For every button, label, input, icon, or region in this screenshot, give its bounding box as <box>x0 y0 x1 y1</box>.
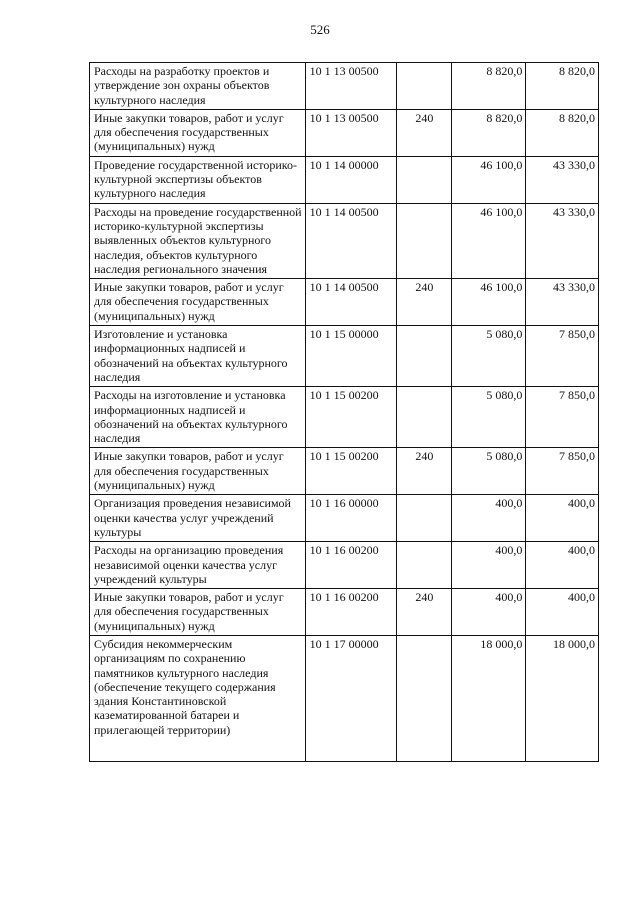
row-code: 10 1 16 00200 <box>305 542 396 589</box>
table-row <box>90 542 599 589</box>
row-name: Субсидия некоммерческим организациям по сохранению памятников культурного наследия (обеспечение текущего содержания здания Константиновской казематированной батареи и прилегающей территории) <box>90 635 306 761</box>
row-amount-2: 43 330,0 <box>526 279 599 326</box>
page-number: 526 <box>310 22 330 37</box>
table-row <box>90 203 599 278</box>
row-code: 10 1 15 00000 <box>305 326 396 387</box>
row-expense-type: 240 <box>396 279 451 326</box>
row-expense-type <box>396 203 451 278</box>
row-code: 10 1 15 00200 <box>305 387 396 448</box>
row-name: Расходы на организацию проведения независимой оценки качества услуг учреждений культуры <box>90 542 306 589</box>
row-name: Иные закупки товаров, работ и услуг для обеспечения государственных (муниципальных) нужд <box>90 448 306 495</box>
row-amount-2: 7 850,0 <box>526 387 599 448</box>
table-row <box>90 279 599 326</box>
row-name: Организация проведения независимой оценки качества услуг учреждений культуры <box>90 495 306 542</box>
row-name: Иные закупки товаров, работ и услуг для обеспечения государственных (муниципальных) нужд <box>90 589 306 636</box>
row-amount-1: 400,0 <box>451 495 526 542</box>
table-row <box>90 63 599 110</box>
row-amount-1: 400,0 <box>451 542 526 589</box>
row-amount-1: 8 820,0 <box>451 109 526 156</box>
row-amount-2: 7 850,0 <box>526 448 599 495</box>
table-row <box>90 448 599 495</box>
row-code: 10 1 13 00500 <box>305 109 396 156</box>
row-code: 10 1 14 00500 <box>305 203 396 278</box>
row-amount-2: 8 820,0 <box>526 63 599 110</box>
row-amount-2: 43 330,0 <box>526 156 599 203</box>
row-expense-type <box>396 495 451 542</box>
row-expense-type: 240 <box>396 109 451 156</box>
row-expense-type <box>396 542 451 589</box>
row-expense-type <box>396 635 451 761</box>
row-name: Расходы на разработку проектов и утверждение зон охраны объектов культурного наследия <box>90 63 306 110</box>
row-name: Иные закупки товаров, работ и услуг для обеспечения государственных (муниципальных) нужд <box>90 109 306 156</box>
row-amount-1: 46 100,0 <box>451 156 526 203</box>
table-row <box>90 156 599 203</box>
row-amount-1: 46 100,0 <box>451 203 526 278</box>
row-name: Расходы на проведение государственной историко-культурной экспертизы выявленных объектов культурного наследия, объектов культурного наследия регионального значения <box>90 203 306 278</box>
row-amount-1: 400,0 <box>451 589 526 636</box>
row-amount-1: 18 000,0 <box>451 635 526 761</box>
row-expense-type <box>396 156 451 203</box>
row-code: 10 1 14 00000 <box>305 156 396 203</box>
row-code: 10 1 16 00200 <box>305 589 396 636</box>
table-row <box>90 635 599 761</box>
table-row <box>90 326 599 387</box>
row-expense-type <box>396 326 451 387</box>
row-amount-2: 18 000,0 <box>526 635 599 761</box>
row-amount-1: 5 080,0 <box>451 448 526 495</box>
row-amount-2: 400,0 <box>526 589 599 636</box>
table-row <box>90 387 599 448</box>
row-amount-2: 8 820,0 <box>526 109 599 156</box>
row-amount-2: 7 850,0 <box>526 326 599 387</box>
row-code: 10 1 15 00200 <box>305 448 396 495</box>
row-code: 10 1 17 00000 <box>305 635 396 761</box>
budget-table <box>89 62 599 762</box>
row-name: Иные закупки товаров, работ и услуг для обеспечения государственных (муниципальных) нужд <box>90 279 306 326</box>
table-row <box>90 109 599 156</box>
row-amount-2: 43 330,0 <box>526 203 599 278</box>
row-code: 10 1 16 00000 <box>305 495 396 542</box>
table-row <box>90 495 599 542</box>
row-name: Изготовление и установка информационных надписей и обозначений на объектах культурного наследия <box>90 326 306 387</box>
row-code: 10 1 14 00500 <box>305 279 396 326</box>
row-name: Проведение государственной историко-культурной экспертизы объектов культурного наследия <box>90 156 306 203</box>
row-expense-type: 240 <box>396 448 451 495</box>
row-expense-type: 240 <box>396 589 451 636</box>
row-amount-1: 5 080,0 <box>451 387 526 448</box>
row-amount-1: 5 080,0 <box>451 326 526 387</box>
row-expense-type <box>396 387 451 448</box>
row-amount-2: 400,0 <box>526 542 599 589</box>
table-row <box>90 589 599 636</box>
row-amount-1: 8 820,0 <box>451 63 526 110</box>
row-expense-type <box>396 63 451 110</box>
row-amount-2: 400,0 <box>526 495 599 542</box>
row-code: 10 1 13 00500 <box>305 63 396 110</box>
row-name: Расходы на изготовление и установка информационных надписей и обозначений на объектах культурного наследия <box>90 387 306 448</box>
row-amount-1: 46 100,0 <box>451 279 526 326</box>
